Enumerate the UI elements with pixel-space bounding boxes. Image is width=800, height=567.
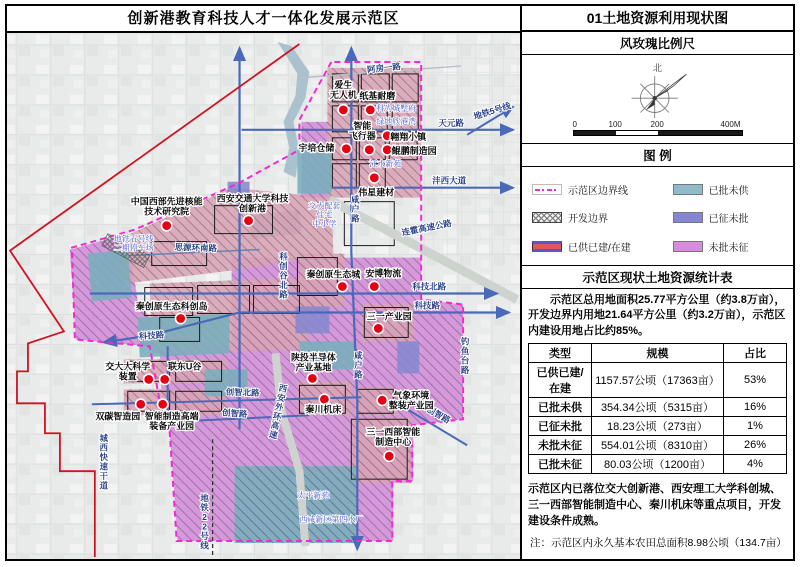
stats-cell: 1157.57公顷（17363亩） (592, 363, 724, 398)
legend-swatch (532, 241, 562, 252)
legend-label: 已征未批 (708, 214, 749, 226)
place-label: 地铁五号线二期停车场 (113, 234, 154, 253)
road-label: 沣西大道 (432, 175, 467, 186)
poi-label: 智能制造高端装备产业园 (144, 411, 199, 432)
scale-tick: 100 (608, 119, 622, 129)
poi-marker (369, 281, 379, 291)
windrose-heading: 风玫瑰比例尺 (522, 32, 793, 55)
stats-col-header: 规模 (592, 344, 724, 363)
stats-cell: 53% (724, 363, 787, 398)
road-label: 科技北路 (412, 281, 447, 292)
legend-swatch (673, 212, 703, 223)
legend-label: 已供已建/在建 (568, 243, 631, 255)
poi-marker (377, 395, 387, 405)
stats-heading: 示范区现状土地资源统计表 (522, 266, 793, 289)
windrose-box (522, 55, 793, 144)
legend-swatch (673, 184, 703, 195)
stats-cell: 1% (724, 417, 787, 436)
poi-label: 秦创原生态城 (306, 269, 361, 280)
stats-cell: 354.34公顷（5315亩） (592, 398, 724, 417)
legend-item (532, 204, 673, 233)
landuse-zone-expropriated_unapproved (397, 341, 419, 373)
poi-label: 联东U谷 (167, 361, 202, 372)
stats-row (529, 398, 787, 417)
poi-marker (307, 373, 317, 383)
poi-label: 爱生无人机 (329, 79, 357, 100)
poi-marker (341, 144, 351, 154)
legend-item (673, 232, 783, 261)
road-label: 阿房一路 (366, 61, 402, 75)
poi-marker (337, 281, 347, 291)
poi-marker (136, 399, 146, 409)
legend-item (673, 175, 783, 204)
poi-marker (364, 145, 374, 155)
place-label: 江水新苑 (369, 159, 402, 169)
stats-cell: 80.03公顷（1200亩） (592, 455, 724, 474)
road-label: 科技路 (138, 329, 165, 342)
road-label: 地铁5号线 (472, 100, 513, 122)
projects-note: 示范区内已落位交大创新港、西安理工大学科创城、三一西部智能制造中心、秦川机床等重点项目，开发建设条件成熟。 (528, 483, 781, 528)
stats-col-header: 占比 (724, 344, 787, 363)
scale-bar (573, 120, 743, 138)
poi-label: 纸基耐磨 (359, 90, 396, 101)
map-title: 创新港教育科技人才一体化发展示范区 (7, 6, 520, 33)
poi-marker (365, 105, 375, 115)
poi-label: 安博物流 (365, 268, 402, 279)
road-label: 西安外环高速 (268, 382, 289, 441)
poi-label: 三一产业园 (366, 311, 412, 322)
place-label: 交大配套住宅中小学 (308, 201, 341, 229)
stats-row (529, 436, 787, 455)
poi-label: 秦创原生态科创岛 (135, 301, 208, 312)
stats-cell: 18.23公顷（273亩） (592, 417, 724, 436)
legend-heading: 图 例 (522, 144, 793, 167)
stats-cell: 4% (724, 455, 787, 474)
poi-label: 鲲鹏制造园 (391, 145, 437, 156)
info-panel (522, 6, 793, 559)
stats-row (529, 455, 787, 474)
legend-label: 示范区边界线 (568, 185, 628, 197)
poi-marker (338, 105, 348, 115)
poi-marker (243, 215, 253, 225)
poi-label: 伟星建材 (358, 187, 395, 198)
road-label: 连霍高速公路 (400, 217, 453, 238)
scale-bar-labels (573, 120, 743, 130)
poi-label: 翱翔小镇 (390, 131, 427, 142)
place-label: 太平新苑 (297, 491, 330, 501)
road-label: 科创谷北路 (279, 251, 288, 300)
north-label: 北 (652, 62, 662, 73)
landuse-zone-approved_unsupplied (297, 148, 331, 194)
poi-label: 西安交通大学科技创新港 (216, 193, 289, 214)
scale-tick: 0 (572, 119, 577, 129)
map-pane (7, 6, 522, 559)
poi-label: 秦川机床 (305, 404, 342, 415)
poi-label: 交大大科学装置 (105, 361, 151, 382)
legend-item (532, 232, 673, 261)
map-canvas (7, 33, 520, 559)
road-label: 钓鱼台路 (460, 336, 470, 375)
stats-row (529, 363, 787, 398)
road-label: 思源环南路 (174, 241, 218, 254)
road-label: 天元路 (438, 117, 464, 128)
scale-bar-segments (573, 130, 743, 136)
stats-section (522, 289, 793, 559)
poi-marker (373, 323, 383, 333)
road-label: 创智路 (425, 403, 453, 426)
poi-label: 宇培仓储 (298, 142, 335, 153)
legend-label: 未批未征 (708, 243, 749, 255)
poi-marker (319, 394, 329, 404)
legend-box (522, 167, 793, 266)
farmland-footnote: 注：示范区内永久基本农田总面积8.98公顷（134.7亩） (530, 537, 787, 549)
land-use-map (7, 33, 520, 559)
poi-marker (175, 313, 185, 323)
poi-marker (161, 220, 171, 230)
poi-marker (160, 374, 170, 384)
legend-swatch (532, 212, 562, 223)
poi-marker (369, 173, 379, 183)
stats-summary: 示范区总用地面积25.77平方公里（约3.8万亩），开发边界内用地21.64平方公里（约3.2万亩），示范区内建设用地占比约85%。 (528, 294, 786, 337)
road-label: 科技路 (414, 300, 440, 311)
stats-cell: 26% (724, 436, 787, 455)
place-label: 西咸新区第四水厂 (299, 515, 364, 525)
stats-col-header: 类型 (529, 344, 592, 363)
scale-tick: 400M (720, 119, 741, 129)
land-stats-table (528, 343, 787, 474)
stats-cell: 已批未供 (529, 398, 592, 417)
road-label: 创智北路 (225, 386, 260, 398)
plan-sheet (5, 4, 795, 561)
place-label: 科为城墅府 (376, 103, 417, 113)
poi-label: 中国西部先进核能技术研究院 (130, 196, 203, 217)
legend-swatch (673, 241, 703, 252)
scale-tick: 200 (650, 119, 664, 129)
stats-cell: 554.01公顷（8310亩） (592, 436, 724, 455)
panel-title: 01土地资源利用现状图 (522, 6, 793, 32)
poi-marker (158, 399, 168, 409)
road-label: 地铁 2 2 号线 (200, 493, 209, 551)
zone-hatch (361, 304, 414, 341)
stats-cell: 未批未征 (529, 436, 592, 455)
legend-swatch (532, 184, 562, 195)
legend-label: 已批未供 (708, 185, 749, 197)
legend-item (673, 204, 783, 233)
legend-label: 开发边界 (568, 214, 608, 226)
stats-cell: 已供已建/在建 (529, 363, 592, 398)
road-label: 创智路 (221, 407, 248, 420)
poi-label: 气象环境整装产业园 (388, 390, 434, 411)
zone-hatch (235, 466, 357, 543)
legend-item (532, 175, 673, 204)
road-label: 咸户路 (354, 350, 363, 380)
poi-label: 陕投半导体产业基地 (290, 352, 336, 373)
poi-label: 智能飞行器 (348, 120, 376, 141)
poi-label: 三一西部智能制造中心 (366, 427, 421, 448)
city-grid-texture (423, 42, 520, 267)
place-label: 绿地欣港湾 (376, 116, 417, 126)
road-label: 咸户路 (351, 194, 360, 224)
landuse-zone-expropriated_unapproved (295, 306, 329, 333)
poi-label: 双碳智造园 (95, 411, 141, 422)
stats-cell: 16% (724, 398, 787, 417)
stats-cell: 已批未征 (529, 455, 592, 474)
stats-row (529, 417, 787, 436)
poi-marker (144, 374, 154, 384)
road-label: 城西快速干道 (99, 433, 109, 491)
wind-rose-icon (610, 74, 706, 118)
poi-marker (384, 451, 394, 461)
stats-cell: 已征未批 (529, 417, 592, 436)
